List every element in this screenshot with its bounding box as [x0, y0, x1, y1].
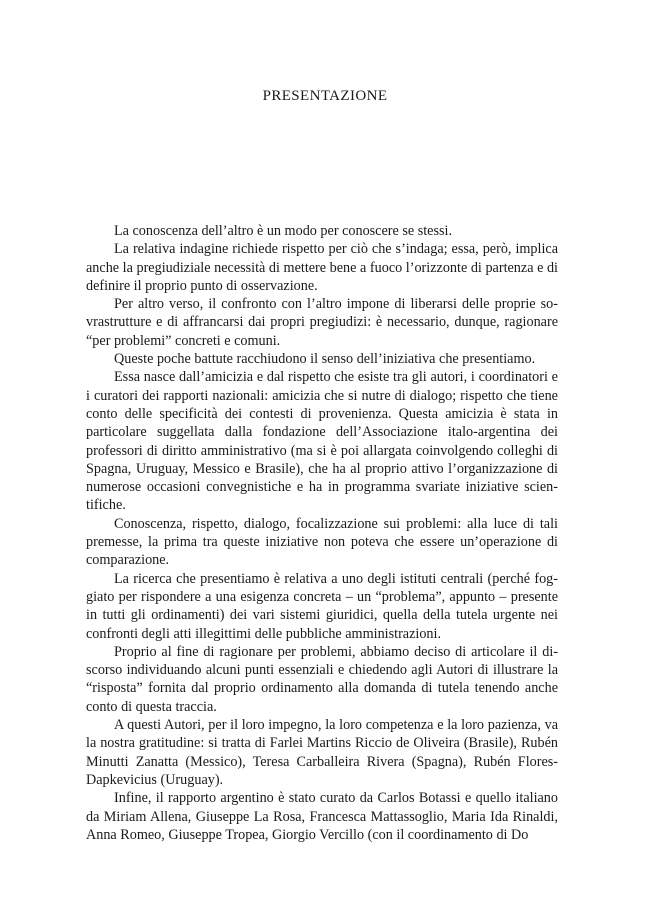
- paragraph-5: Essa nasce dall’amicizia e dal rispetto che esiste tra gli autori, i coordinatori e i curatori dei rapporti nazionali: amicizia che si nutre di dialogo; rispetto che tiene conto delle specificità dei contesti di provenienza. Questa amicizia è stata in particolare suggellata dalla fondazione dell’Associazione italo-argentina dei professori di diritto amministrativo (ma si è poi allargata coinvolgendo colleghi di Spagna, Uruguay, Messico e Brasile), che ha al proprio attivo l’organizzazione di numerose occasioni convegnistiche e ha in programma svariate iniziative scientifiche.: [86, 369, 558, 514]
- paragraph-1: La conoscenza dell’altro è un modo per conoscere se stessi.: [114, 223, 453, 239]
- paragraph-4: Queste poche battute racchiudono il senso dell’iniziativa che presentiamo.: [114, 351, 536, 368]
- document-body: [86, 222, 558, 844]
- paragraph-7: La ricerca che presentiamo è relativa a uno degli istituti centrali (perché foggiato per rispondere a una esigenza concreta – un “problema”, appunto – presente in tutti gli ordinamenti) dei vari sistemi giuridici, quella della tutela urgente nei confronti degli atti illegittimi delle pubbliche amministrazioni.: [86, 570, 558, 642]
- paragraph-8: Proprio al fine di ragionare per problemi, abbiamo deciso di articolare il discorso individuando alcuni punti essenziali e chiedendo agli Autori di illustrare la “risposta” fornita dal proprio ordinamento alla domanda di tutela tenendo anche conto di questa traccia.: [86, 643, 558, 715]
- paragraph-2: La relativa indagine richiede rispetto per ciò che s’indaga; essa, però, implica anche la pregiudiziale necessità di mettere bene a fuoco l’orizzonte di partenza e di definire il proprio punto di osservazione.: [86, 241, 558, 294]
- paragraph-9: A questi Autori, per il loro impegno, la loro competenza e la loro pazienza, va la nostra gratitudine: si tratta di Farlei Martins Riccio de Oliveira (Brasile), Rubén Minutti Zanatta (Messico), Teresa Carballeira Rivera (Spagna), Rubén Flores-Dapkevicius (Uruguay).: [86, 717, 558, 788]
- paragraph-6: Conoscenza, rispetto, dialogo, focalizzazione sui problemi: alla luce di tali premesse, la prima tra queste iniziative non poteva che essere un’operazione di comparazione.: [86, 515, 558, 569]
- paragraph-3: Per altro verso, il confronto con l’altro impone di liberarsi delle proprie sovrastrutture e di affrancarsi dai propri pregiudizi: è necessario, dunque, ragionare “per problemi” concreti e comuni.: [86, 296, 558, 349]
- paragraph-10: Infine, il rapporto argentino è stato curato da Carlos Botassi e quello italiano da Miriam Allena, Giuseppe La Rosa, Francesca Mattassoglio, Maria Ida Rinaldi, Anna Romeo, Giuseppe Tropea, Giorgio Vercillo (con il coordinamento di Do: [86, 790, 558, 843]
- page-title: PRESENTAZIONE: [262, 88, 388, 104]
